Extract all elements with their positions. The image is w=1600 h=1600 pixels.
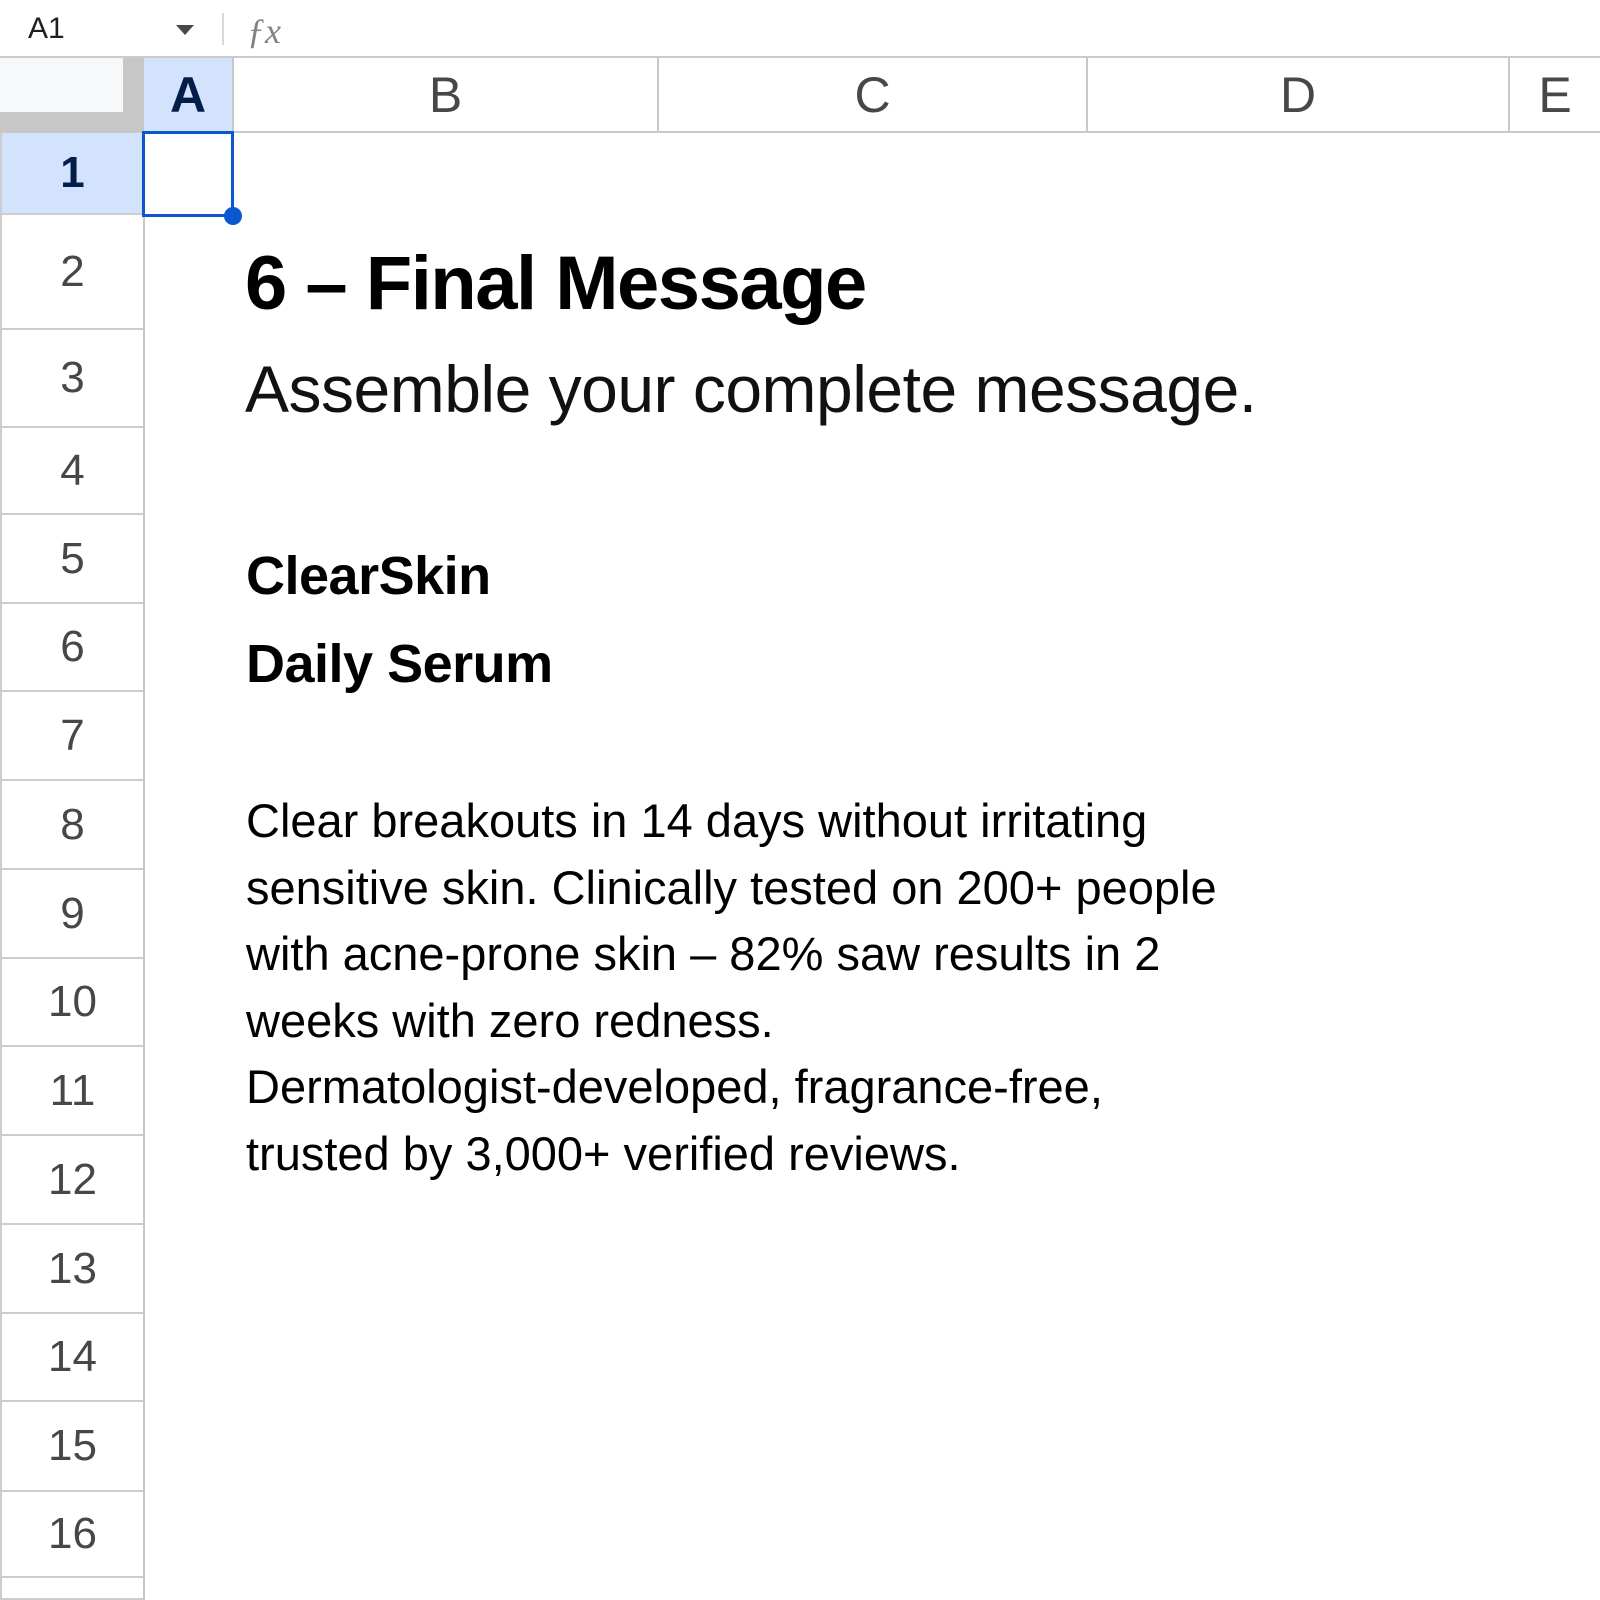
row-header-11[interactable]: 11 (0, 1047, 143, 1136)
row-header-partial[interactable] (0, 1578, 143, 1600)
chevron-down-icon[interactable] (176, 25, 194, 35)
message-line: Clear breakouts in 14 days without irritating (246, 794, 1148, 847)
row-header-14[interactable]: 14 (0, 1314, 143, 1402)
message-line: weeks with zero redness. (246, 993, 774, 1047)
row-header-8[interactable]: 8 (0, 781, 143, 870)
row-header-10[interactable]: 10 (0, 959, 143, 1047)
divider (222, 13, 224, 45)
message-line: sensitive skin. Clinically tested on 200+ people (246, 860, 1217, 914)
row-header-7[interactable]: 7 (0, 692, 143, 781)
message-line: with acne-prone skin – 82% saw results in 2 (246, 927, 1161, 980)
cell-text-message[interactable] (246, 788, 1217, 1187)
cell-reference: A1 (28, 12, 65, 45)
row-header-5[interactable]: 5 (0, 515, 143, 604)
message-line: trusted by 3,000+ verified reviews. (246, 1126, 961, 1180)
cell-text-brand-name[interactable]: ClearSkin (246, 546, 491, 606)
name-box[interactable] (0, 0, 214, 56)
cell-text-title[interactable]: 6 – Final Message (245, 241, 866, 326)
row-header-12[interactable]: 12 (0, 1136, 143, 1225)
column-header-e[interactable]: E (1508, 58, 1600, 133)
selected-cell-outline (142, 131, 234, 217)
column-header-d[interactable]: D (1086, 58, 1508, 133)
row-header-13[interactable]: 13 (0, 1225, 143, 1314)
row-header-16[interactable]: 16 (0, 1492, 143, 1578)
row-header-4[interactable]: 4 (0, 428, 143, 515)
column-header-a[interactable]: A (144, 58, 232, 133)
formula-bar (0, 0, 1600, 58)
row-header-6[interactable]: 6 (0, 604, 143, 692)
row-header-3[interactable]: 3 (0, 330, 143, 428)
row-header-1[interactable]: 1 (0, 133, 143, 215)
cell-text-product-name[interactable]: Daily Serum (246, 634, 553, 694)
select-all-corner[interactable] (0, 58, 144, 133)
row-header-9[interactable]: 9 (0, 870, 143, 959)
row-header-15[interactable]: 15 (0, 1402, 143, 1492)
fill-handle[interactable] (224, 207, 242, 225)
column-header-b[interactable]: B (232, 58, 657, 133)
row-header-2[interactable]: 2 (0, 215, 143, 330)
column-header-c[interactable]: C (657, 58, 1086, 133)
select-all-corner-face (0, 58, 123, 112)
formula-input[interactable] (300, 0, 1600, 56)
cell-text-subtitle[interactable]: Assemble your complete message. (245, 352, 1257, 426)
fx-icon: ƒx (247, 11, 281, 51)
message-line: Dermatologist-developed, fragrance-free, (246, 1060, 1103, 1113)
